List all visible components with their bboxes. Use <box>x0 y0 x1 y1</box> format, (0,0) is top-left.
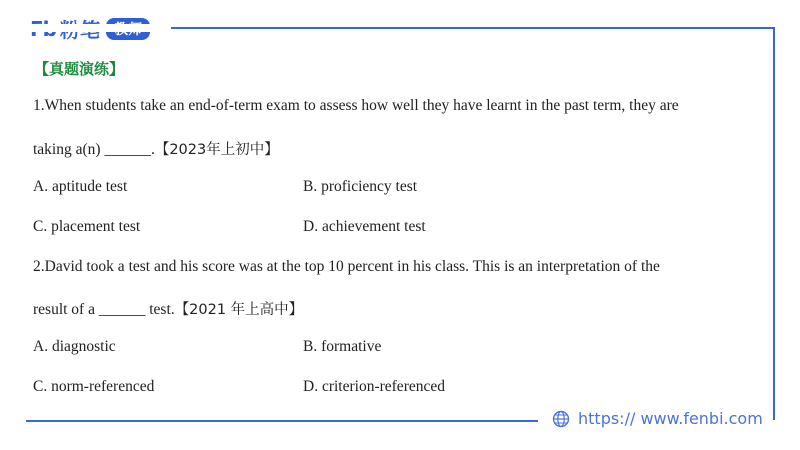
q2-stem-text: result of a ______ test. <box>33 301 175 318</box>
globe-icon <box>552 410 570 428</box>
q2-option-d[interactable]: D. criterion-referenced <box>303 378 445 395</box>
q1-option-b[interactable]: B. proficiency test <box>303 178 418 195</box>
q2-source-tag: 【2021 年上高中】 <box>174 302 304 318</box>
q1-option-d[interactable]: D. achievement test <box>303 218 426 235</box>
q2-stem-line1: 2.David took a test and his score was at the top 10 percent in his class. This is an interpretation of the <box>33 258 660 275</box>
q2-option-b[interactable]: B. formative <box>303 338 382 355</box>
q1-stem-text: taking a(n) ______. <box>33 141 155 158</box>
q1-stem-line2 <box>33 138 279 159</box>
frame-gap <box>26 24 171 32</box>
footer-url[interactable]: https:// www.fenbi.com <box>578 409 763 428</box>
q2-option-c[interactable]: C. norm-referenced <box>33 378 155 395</box>
q1-option-a[interactable]: A. aptitude test <box>33 178 128 195</box>
q2-option-a[interactable]: A. diagnostic <box>33 338 116 355</box>
q2-stem-line2 <box>33 298 303 319</box>
q1-stem-line1: 1.When students take an end-of-term exam to assess how well they have learnt in the past term, they are <box>33 97 679 114</box>
footer-url-block <box>552 409 763 428</box>
frame-bottom-line <box>26 420 538 422</box>
section-title: 【真题演练】 <box>34 60 125 78</box>
q1-option-c[interactable]: C. placement test <box>33 218 141 235</box>
q1-source-tag: 【2023年上初中】 <box>154 142 279 158</box>
